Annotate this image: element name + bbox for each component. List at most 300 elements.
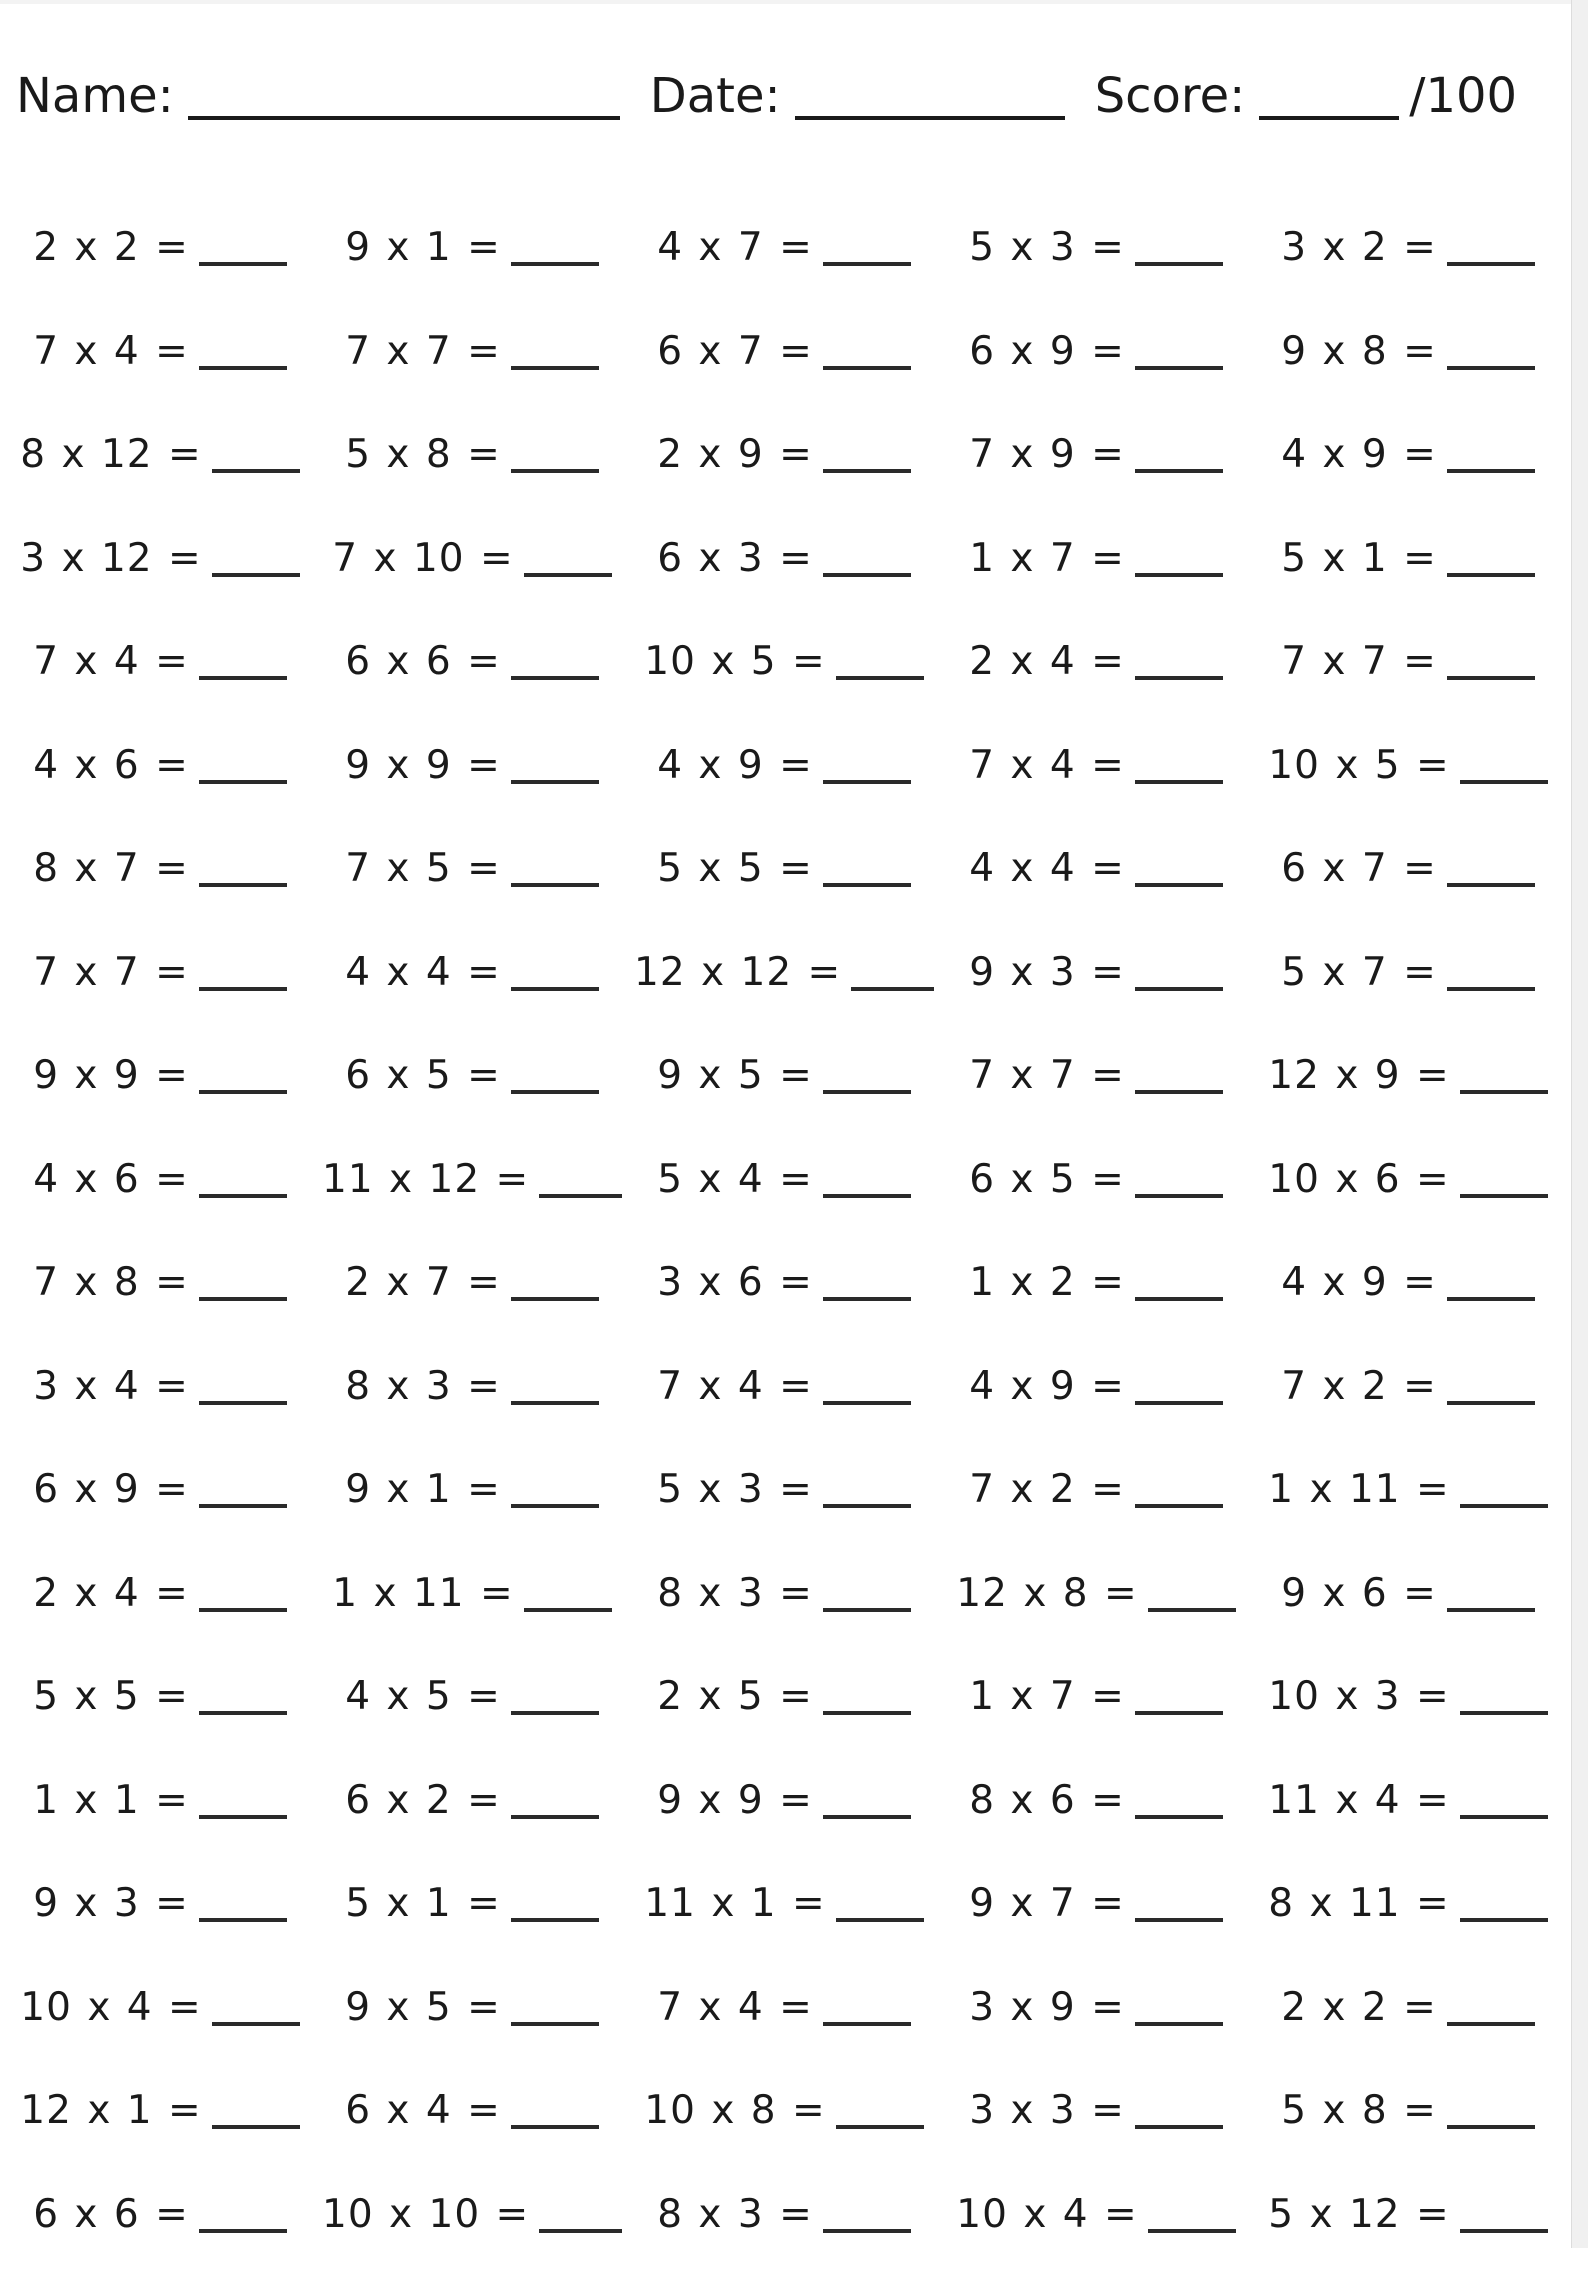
answer-blank[interactable] [511, 1711, 599, 1715]
problem-expression: 4 x 7 = [657, 225, 813, 270]
problem-cell [10, 1132, 310, 1202]
answer-blank[interactable] [1135, 262, 1223, 266]
answer-blank[interactable] [823, 1608, 911, 1612]
answer-blank[interactable] [199, 1090, 287, 1094]
problem-expression: 5 x 12 = [1268, 2192, 1450, 2237]
problem-cell [946, 925, 1246, 995]
answer-blank[interactable] [511, 1401, 599, 1405]
answer-blank[interactable] [1460, 1504, 1548, 1508]
answer-blank[interactable] [1135, 883, 1223, 887]
problem-cell [322, 200, 622, 270]
answer-blank[interactable] [199, 1918, 287, 1922]
answer-blank[interactable] [511, 1297, 599, 1301]
problem-expression: 7 x 7 = [33, 950, 189, 995]
answer-blank[interactable] [199, 262, 287, 266]
problem-cell [322, 1235, 622, 1305]
worksheet-header [16, 40, 1556, 124]
answer-blank[interactable] [1460, 1194, 1548, 1198]
answer-blank[interactable] [199, 1711, 287, 1715]
problem-row [0, 1649, 1572, 1753]
answer-blank[interactable] [511, 1918, 599, 1922]
problem-expression: 4 x 4 = [345, 950, 501, 995]
problem-expression: 6 x 9 = [969, 329, 1125, 374]
problem-cell [1258, 821, 1558, 891]
problem-expression: 1 x 11 = [1268, 1467, 1450, 1512]
answer-blank[interactable] [1135, 780, 1223, 784]
problem-cell [1258, 614, 1558, 684]
problem-cell [322, 2167, 622, 2237]
problem-expression: 3 x 9 = [969, 1985, 1125, 2030]
problem-cell [10, 718, 310, 788]
answer-blank[interactable] [199, 1401, 287, 1405]
answer-blank[interactable] [524, 573, 612, 577]
problem-row [0, 821, 1572, 925]
problem-grid [0, 200, 1572, 2240]
problem-cell [1258, 1028, 1558, 1098]
problem-expression: 6 x 6 = [345, 639, 501, 684]
answer-blank[interactable] [823, 780, 911, 784]
answer-blank[interactable] [212, 2125, 300, 2129]
problem-cell [634, 1132, 934, 1202]
problem-expression: 4 x 9 = [969, 1364, 1125, 1409]
problem-cell [1258, 1442, 1558, 1512]
problem-expression: 4 x 9 = [657, 743, 813, 788]
problem-row [0, 925, 1572, 1029]
problem-expression: 7 x 7 = [1281, 639, 1437, 684]
problem-expression: 10 x 10 = [322, 2192, 530, 2237]
answer-blank[interactable] [1447, 469, 1535, 473]
problem-expression: 10 x 5 = [1268, 743, 1450, 788]
problem-row [0, 1339, 1572, 1443]
problem-cell [634, 2063, 934, 2133]
problem-cell [10, 304, 310, 374]
problem-cell [946, 1028, 1246, 1098]
problem-expression: 7 x 7 = [969, 1053, 1125, 1098]
answer-blank[interactable] [1460, 780, 1548, 784]
problem-cell [322, 1339, 622, 1409]
answer-blank[interactable] [511, 1090, 599, 1094]
problem-expression: 8 x 3 = [345, 1364, 501, 1409]
answer-blank[interactable] [524, 1608, 612, 1612]
problem-cell [10, 1442, 310, 1512]
problem-cell [634, 925, 934, 995]
problem-expression: 10 x 4 = [956, 2192, 1138, 2237]
problem-row [0, 1753, 1572, 1857]
problem-expression: 9 x 3 = [33, 1881, 189, 1926]
problem-expression: 7 x 5 = [345, 846, 501, 891]
problem-expression: 1 x 1 = [33, 1778, 189, 1823]
problem-cell [10, 1028, 310, 1098]
answer-blank[interactable] [1135, 366, 1223, 370]
problem-cell [322, 821, 622, 891]
answer-blank[interactable] [823, 2229, 911, 2233]
problem-row [0, 718, 1572, 822]
answer-blank[interactable] [1447, 366, 1535, 370]
problem-expression: 11 x 12 = [322, 1157, 530, 1202]
problem-row [0, 1028, 1572, 1132]
answer-blank[interactable] [511, 469, 599, 473]
problem-expression: 7 x 2 = [1281, 1364, 1437, 1409]
answer-blank[interactable] [511, 676, 599, 680]
problem-cell [946, 1546, 1246, 1616]
answer-blank[interactable] [511, 366, 599, 370]
problem-expression: 5 x 1 = [1281, 536, 1437, 581]
problem-expression: 4 x 9 = [1281, 432, 1437, 477]
answer-blank[interactable] [823, 469, 911, 473]
problem-expression: 4 x 4 = [969, 846, 1125, 891]
answer-blank[interactable] [1460, 1815, 1548, 1819]
answer-blank[interactable] [511, 2125, 599, 2129]
problem-cell [634, 304, 934, 374]
problem-row [0, 1546, 1572, 1650]
problem-cell [322, 511, 622, 581]
problem-expression: 5 x 8 = [1281, 2088, 1437, 2133]
problem-cell [1258, 511, 1558, 581]
problem-cell [10, 1546, 310, 1616]
answer-blank[interactable] [823, 573, 911, 577]
problem-expression: 1 x 7 = [969, 1674, 1125, 1719]
problem-expression: 1 x 2 = [969, 1260, 1125, 1305]
answer-blank[interactable] [199, 780, 287, 784]
problem-expression: 9 x 7 = [969, 1881, 1125, 1926]
answer-blank[interactable] [212, 573, 300, 577]
problem-cell [946, 1235, 1246, 1305]
problem-cell [634, 1235, 934, 1305]
answer-blank[interactable] [199, 1815, 287, 1819]
problem-expression: 2 x 4 = [969, 639, 1125, 684]
problem-cell [322, 304, 622, 374]
answer-blank[interactable] [823, 262, 911, 266]
problem-cell [634, 718, 934, 788]
problem-expression: 9 x 9 = [33, 1053, 189, 1098]
problem-expression: 2 x 7 = [345, 1260, 501, 1305]
problem-expression: 9 x 1 = [345, 225, 501, 270]
page-right-edge [1571, 0, 1588, 2248]
problem-cell [1258, 1649, 1558, 1719]
problem-cell [322, 718, 622, 788]
answer-blank[interactable] [212, 2022, 300, 2026]
problem-cell [10, 1235, 310, 1305]
answer-blank[interactable] [823, 366, 911, 370]
score-total: /100 [1409, 68, 1518, 124]
answer-blank[interactable] [511, 262, 599, 266]
problem-expression: 8 x 11 = [1268, 1881, 1450, 1926]
answer-blank[interactable] [836, 2125, 924, 2129]
problem-cell [634, 200, 934, 270]
problem-expression: 9 x 5 = [345, 1985, 501, 2030]
answer-blank[interactable] [511, 780, 599, 784]
problem-expression: 6 x 5 = [969, 1157, 1125, 1202]
problem-cell [946, 407, 1246, 477]
problem-cell [946, 1649, 1246, 1719]
answer-blank[interactable] [1135, 2125, 1223, 2129]
problem-cell [322, 1132, 622, 1202]
problem-cell [1258, 1339, 1558, 1409]
problem-expression: 5 x 8 = [345, 432, 501, 477]
problem-expression: 2 x 4 = [33, 1571, 189, 1616]
problem-expression: 2 x 2 = [1281, 1985, 1437, 2030]
problem-expression: 6 x 4 = [345, 2088, 501, 2133]
answer-blank[interactable] [1447, 1401, 1535, 1405]
problem-cell [634, 1546, 934, 1616]
answer-blank[interactable] [539, 2229, 622, 2233]
problem-cell [322, 1546, 622, 1616]
problem-expression: 12 x 1 = [20, 2088, 202, 2133]
answer-blank[interactable] [1148, 2229, 1236, 2233]
problem-cell [1258, 200, 1558, 270]
answer-blank[interactable] [1447, 676, 1535, 680]
answer-blank[interactable] [823, 1401, 911, 1405]
answer-blank[interactable] [823, 1194, 911, 1198]
answer-blank[interactable] [199, 1504, 287, 1508]
name-blank[interactable] [188, 72, 620, 120]
problem-expression: 5 x 7 = [1281, 950, 1437, 995]
problem-expression: 4 x 9 = [1281, 1260, 1437, 1305]
answer-blank[interactable] [823, 1297, 911, 1301]
problem-expression: 7 x 10 = [332, 536, 514, 581]
problem-expression: 11 x 1 = [644, 1881, 826, 1926]
problem-cell [1258, 2063, 1558, 2133]
problem-expression: 9 x 6 = [1281, 1571, 1437, 1616]
problem-expression: 10 x 8 = [644, 2088, 826, 2133]
problem-row [0, 1442, 1572, 1546]
problem-cell [946, 718, 1246, 788]
problem-expression: 6 x 6 = [33, 2192, 189, 2237]
problem-cell [10, 1649, 310, 1719]
problem-cell [634, 407, 934, 477]
answer-blank[interactable] [823, 1815, 911, 1819]
problem-cell [1258, 304, 1558, 374]
answer-blank[interactable] [199, 1194, 287, 1198]
problem-cell [946, 2063, 1246, 2133]
problem-cell [946, 1856, 1246, 1926]
answer-blank[interactable] [199, 2229, 287, 2233]
date-blank[interactable] [795, 72, 1065, 120]
answer-blank[interactable] [1135, 676, 1223, 680]
problem-expression: 5 x 5 = [657, 846, 813, 891]
problem-expression: 6 x 2 = [345, 1778, 501, 1823]
answer-blank[interactable] [539, 1194, 622, 1198]
score-label: Score: [1094, 68, 1246, 124]
problem-expression: 7 x 2 = [969, 1467, 1125, 1512]
problem-expression: 1 x 7 = [969, 536, 1125, 581]
problem-expression: 8 x 6 = [969, 1778, 1125, 1823]
problem-cell [634, 1649, 934, 1719]
problem-cell [322, 2063, 622, 2133]
answer-blank[interactable] [1135, 469, 1223, 473]
problem-expression: 5 x 3 = [969, 225, 1125, 270]
answer-blank[interactable] [1135, 1090, 1223, 1094]
answer-blank[interactable] [1135, 2022, 1223, 2026]
problem-expression: 8 x 12 = [20, 432, 202, 477]
problem-cell [946, 1339, 1246, 1409]
problem-expression: 10 x 3 = [1268, 1674, 1450, 1719]
problem-cell [10, 2063, 310, 2133]
answer-blank[interactable] [851, 987, 934, 991]
answer-blank[interactable] [836, 676, 924, 680]
answer-blank[interactable] [1135, 1918, 1223, 1922]
problem-expression: 10 x 5 = [644, 639, 826, 684]
answer-blank[interactable] [1135, 1815, 1223, 1819]
answer-blank[interactable] [1135, 1504, 1223, 1508]
answer-blank[interactable] [1135, 1297, 1223, 1301]
problem-expression: 6 x 9 = [33, 1467, 189, 1512]
problem-row [0, 1235, 1572, 1339]
problem-cell [1258, 925, 1558, 995]
problem-row [0, 407, 1572, 511]
answer-blank[interactable] [823, 883, 911, 887]
problem-expression: 7 x 4 = [969, 743, 1125, 788]
problem-expression: 8 x 3 = [657, 1571, 813, 1616]
problem-expression: 5 x 3 = [657, 1467, 813, 1512]
problem-expression: 5 x 5 = [33, 1674, 189, 1719]
problem-expression: 6 x 3 = [657, 536, 813, 581]
problem-row [0, 1132, 1572, 1236]
problem-expression: 6 x 7 = [657, 329, 813, 374]
answer-blank[interactable] [1135, 573, 1223, 577]
problem-expression: 7 x 4 = [657, 1985, 813, 2030]
score-blank[interactable] [1259, 72, 1399, 120]
answer-blank[interactable] [199, 987, 287, 991]
answer-blank[interactable] [511, 2022, 599, 2026]
answer-blank[interactable] [1447, 1297, 1535, 1301]
problem-row [0, 2063, 1572, 2167]
problem-cell [322, 614, 622, 684]
problem-cell [946, 1753, 1246, 1823]
problem-cell [10, 1960, 310, 2030]
problem-expression: 10 x 4 = [20, 1985, 202, 2030]
problem-cell [634, 1960, 934, 2030]
problem-row [0, 1856, 1572, 1960]
problem-expression: 3 x 12 = [20, 536, 202, 581]
problem-cell [946, 821, 1246, 891]
problem-expression: 2 x 2 = [33, 225, 189, 270]
answer-blank[interactable] [823, 1711, 911, 1715]
answer-blank[interactable] [1460, 2229, 1548, 2233]
problem-cell [1258, 1235, 1558, 1305]
problem-cell [10, 200, 310, 270]
problem-expression: 5 x 4 = [657, 1157, 813, 1202]
answer-blank[interactable] [1460, 1918, 1548, 1922]
problem-cell [634, 511, 934, 581]
answer-blank[interactable] [1447, 2022, 1535, 2026]
problem-expression: 7 x 7 = [345, 329, 501, 374]
answer-blank[interactable] [212, 469, 300, 473]
answer-blank[interactable] [1447, 573, 1535, 577]
problem-cell [946, 200, 1246, 270]
problem-cell [322, 1028, 622, 1098]
problem-cell [1258, 1960, 1558, 2030]
answer-blank[interactable] [511, 883, 599, 887]
problem-cell [10, 1753, 310, 1823]
answer-blank[interactable] [823, 1090, 911, 1094]
problem-expression: 10 x 6 = [1268, 1157, 1450, 1202]
problem-cell [322, 1960, 622, 2030]
problem-expression: 8 x 3 = [657, 2192, 813, 2237]
answer-blank[interactable] [1447, 883, 1535, 887]
problem-expression: 9 x 1 = [345, 1467, 501, 1512]
problem-row [0, 304, 1572, 408]
answer-blank[interactable] [823, 2022, 911, 2026]
problem-cell [1258, 1546, 1558, 1616]
problem-expression: 3 x 6 = [657, 1260, 813, 1305]
answer-blank[interactable] [1135, 1711, 1223, 1715]
answer-blank[interactable] [1135, 987, 1223, 991]
problem-expression: 7 x 9 = [969, 432, 1125, 477]
answer-blank[interactable] [199, 1608, 287, 1612]
problem-cell [634, 821, 934, 891]
problem-cell [1258, 1753, 1558, 1823]
problem-cell [10, 511, 310, 581]
problem-cell [322, 407, 622, 477]
answer-blank[interactable] [511, 1815, 599, 1819]
answer-blank[interactable] [1447, 1608, 1535, 1612]
answer-blank[interactable] [199, 883, 287, 887]
problem-expression: 5 x 1 = [345, 1881, 501, 1926]
problem-cell [10, 821, 310, 891]
problem-cell [322, 1442, 622, 1512]
problem-cell [10, 2167, 310, 2237]
name-label: Name: [16, 68, 174, 124]
problem-expression: 2 x 5 = [657, 1674, 813, 1719]
problem-expression: 3 x 3 = [969, 2088, 1125, 2133]
problem-expression: 11 x 4 = [1268, 1778, 1450, 1823]
problem-expression: 12 x 8 = [956, 1571, 1138, 1616]
problem-cell [946, 614, 1246, 684]
answer-blank[interactable] [199, 1297, 287, 1301]
problem-expression: 9 x 5 = [657, 1053, 813, 1098]
answer-blank[interactable] [836, 1918, 924, 1922]
answer-blank[interactable] [199, 676, 287, 680]
answer-blank[interactable] [511, 987, 599, 991]
problem-cell [634, 614, 934, 684]
answer-blank[interactable] [1135, 1401, 1223, 1405]
problem-expression: 3 x 4 = [33, 1364, 189, 1409]
problem-row [0, 511, 1572, 615]
problem-cell [946, 1132, 1246, 1202]
problem-cell [946, 1960, 1246, 2030]
problem-expression: 9 x 3 = [969, 950, 1125, 995]
answer-blank[interactable] [1148, 1608, 1236, 1612]
problem-cell [946, 2167, 1246, 2237]
problem-expression: 7 x 4 = [657, 1364, 813, 1409]
answer-blank[interactable] [1447, 262, 1535, 266]
problem-expression: 9 x 8 = [1281, 329, 1437, 374]
problem-expression: 8 x 7 = [33, 846, 189, 891]
answer-blank[interactable] [1447, 987, 1535, 991]
problem-row [0, 1960, 1572, 2064]
problem-expression: 9 x 9 = [657, 1778, 813, 1823]
problem-cell [634, 1856, 934, 1926]
problem-row [0, 614, 1572, 718]
answer-blank[interactable] [511, 1504, 599, 1508]
problem-cell [1258, 718, 1558, 788]
problem-cell [946, 304, 1246, 374]
answer-blank[interactable] [1135, 1194, 1223, 1198]
answer-blank[interactable] [1447, 2125, 1535, 2129]
problem-expression: 12 x 9 = [1268, 1053, 1450, 1098]
answer-blank[interactable] [823, 1504, 911, 1508]
problem-cell [634, 1753, 934, 1823]
answer-blank[interactable] [1460, 1090, 1548, 1094]
answer-blank[interactable] [199, 366, 287, 370]
date-label: Date: [649, 68, 781, 124]
problem-cell [1258, 407, 1558, 477]
answer-blank[interactable] [1460, 1711, 1548, 1715]
problem-expression: 6 x 7 = [1281, 846, 1437, 891]
problem-row [0, 2167, 1572, 2271]
problem-cell [322, 1856, 622, 1926]
